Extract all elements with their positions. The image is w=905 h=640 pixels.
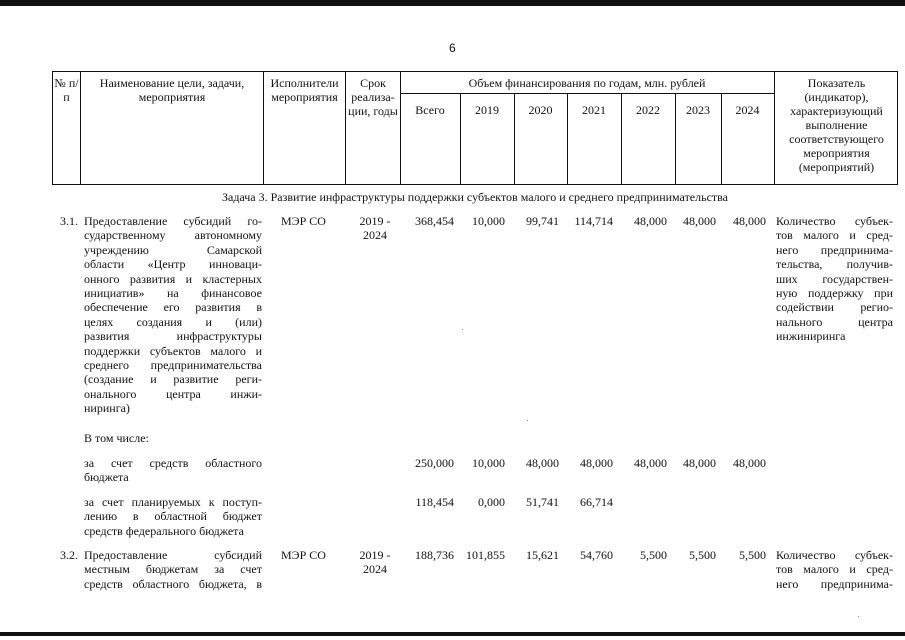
page-number: 6 <box>449 41 456 55</box>
header-num: № п/п <box>54 76 79 104</box>
row-number: 3.1. <box>60 214 78 228</box>
row-name: Предоставление субсидий местным бюджетам за счет средств областного бюджета, в <box>84 548 262 591</box>
row-indicator: Количество субъек- тов малого и сред- него предпринима- <box>776 548 893 591</box>
header-year-2020: 2020 <box>528 103 553 117</box>
header-name: Наименование цели, задачи, мероприятия <box>99 76 245 104</box>
value-2019: 10,000 <box>472 456 505 470</box>
row-name: за счет планируемых к поступ- лению в областной бюджет средств федерального бюджета <box>84 495 262 538</box>
header-term: Срок реализа-ции, годы <box>348 76 398 118</box>
row-term: 2019 - 2024 <box>359 214 391 242</box>
header-executor: Исполнители мероприятия <box>270 76 339 104</box>
value-2022: 48,000 <box>634 456 667 470</box>
value-2020: 15,621 <box>526 548 559 562</box>
value-2023: 48,000 <box>683 214 716 228</box>
row-name: Предоставление субсидий го- сударственному автономному учреждению Самарской области «Центр инноваци- онного развития и кластерных инициатив» на финансовое обеспечение его развития в целях создания и (или) развития инфраструктуры поддержки субъектов малого и среднего предпринимательства (создание и развитие реги- онального центра инжи- ниринга) <box>84 214 262 416</box>
row-number: 3.2. <box>60 548 78 562</box>
value-2019: 0,000 <box>478 495 505 509</box>
header-funding: Объем финансирования по годам, млн. рублей <box>468 76 706 90</box>
value-2022: 5,500 <box>640 548 667 562</box>
header-year-2022: 2022 <box>636 103 660 117</box>
value-2023: 5,500 <box>689 548 716 562</box>
value-2019: 101,855 <box>466 548 505 562</box>
table-header <box>52 71 898 185</box>
value-2020: 99,741 <box>526 214 559 228</box>
row-executor: МЭР СО <box>281 548 326 562</box>
value-2022: 48,000 <box>634 214 667 228</box>
row-executor: МЭР СО <box>281 214 326 228</box>
value-2023: 48,000 <box>683 456 716 470</box>
value-total: 368,454 <box>415 214 454 228</box>
top-rule <box>0 0 905 6</box>
value-2024: 48,000 <box>733 214 766 228</box>
scan-speck <box>527 420 528 421</box>
value-2021: 66,714 <box>580 495 613 509</box>
header-year-total: Всего <box>415 103 445 117</box>
bottom-rule <box>0 632 905 636</box>
value-total: 188,736 <box>415 548 454 562</box>
value-2021: 114,714 <box>574 214 613 228</box>
value-2024: 48,000 <box>733 456 766 470</box>
header-year-2023: 2023 <box>686 103 710 117</box>
scan-speck <box>858 616 859 617</box>
header-year-2021: 2021 <box>582 103 606 117</box>
subheading-including: В том числе: <box>84 431 149 445</box>
value-2019: 10,000 <box>472 214 505 228</box>
row-indicator: Количество субъек- тов малого и сред- него предпринима- тельства, получив- ших государствен- ную поддержку при содействии регио- нального центра инжиниринга <box>776 214 893 344</box>
header-year-2024: 2024 <box>735 103 760 117</box>
task-heading: Задача 3. Развитие инфраструктуры поддержки субъектов малого и среднего предпринимательства <box>221 190 728 204</box>
header-indicator: Показатель (индикатор), характеризующий выполнение соответствующего мероприятия (мероприятий) <box>789 76 884 174</box>
value-2020: 48,000 <box>526 456 559 470</box>
value-total: 118,454 <box>415 495 454 509</box>
row-name: за счет средств областного бюджета <box>84 456 262 485</box>
header-year-2019: 2019 <box>475 103 499 117</box>
value-2020: 51,741 <box>526 495 559 509</box>
value-total: 250,000 <box>415 456 454 470</box>
value-2021: 48,000 <box>580 456 613 470</box>
value-2021: 54,760 <box>580 548 613 562</box>
row-term: 2019 - 2024 <box>359 548 391 576</box>
scan-speck <box>462 329 463 330</box>
value-2024: 5,500 <box>739 548 766 562</box>
